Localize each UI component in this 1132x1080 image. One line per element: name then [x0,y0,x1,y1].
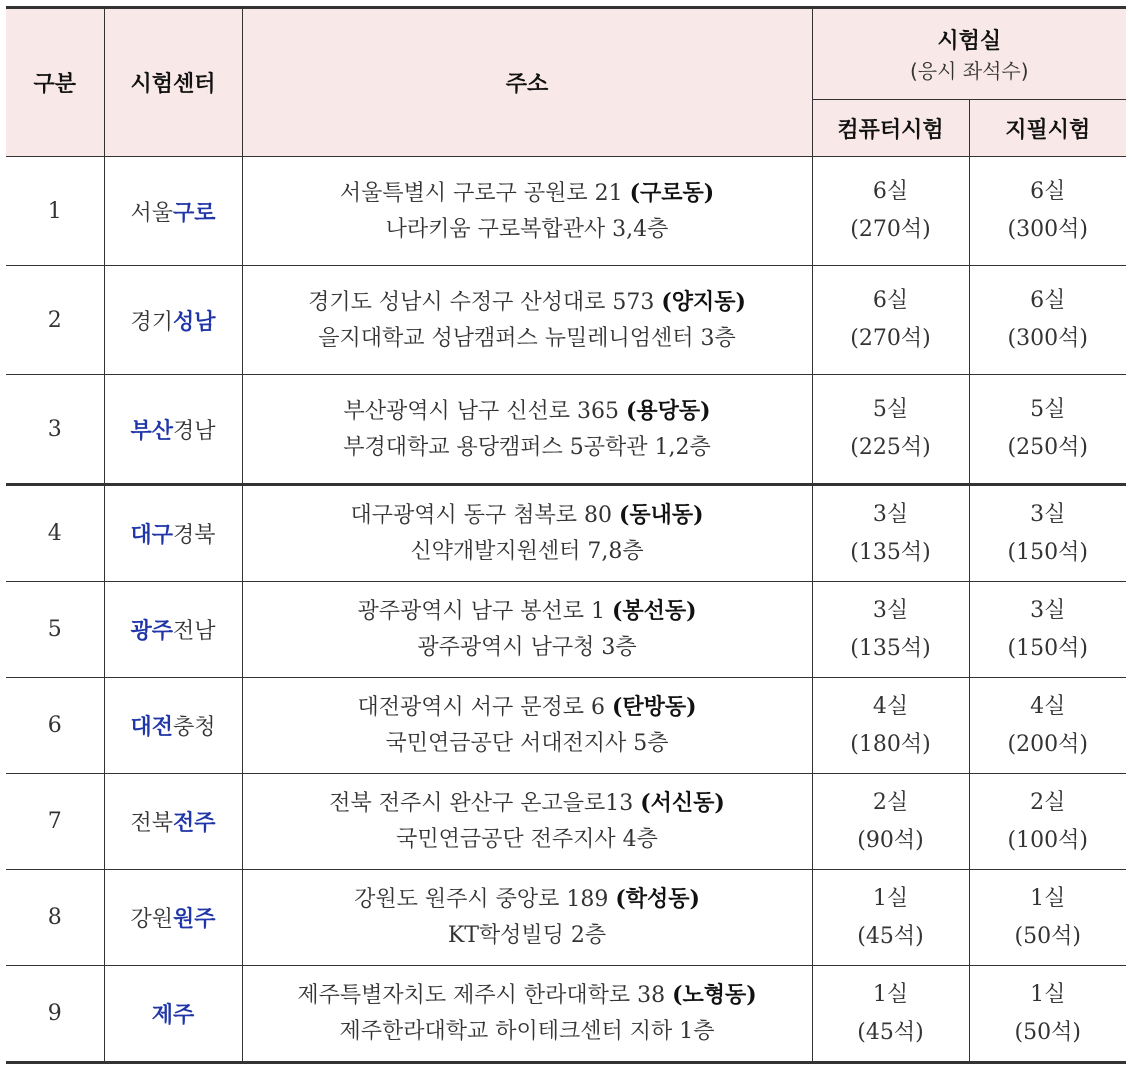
table-row [6,966,1126,1063]
paper-rooms: 3실 [1030,597,1066,623]
computer-test-cell [812,266,969,375]
computer-seats: (270석) [850,217,931,242]
center-name-suffix: 경북 [173,523,216,548]
center-name-prefix: 서울 [130,200,173,226]
computer-seats: (270석) [850,326,931,351]
address-cell [242,582,812,678]
address-cell [242,774,812,870]
address-dong: (동내동) [618,502,704,528]
address-main: 부산광역시 남구 신선로 365 [343,398,626,424]
address-cell [242,678,812,774]
address-cell [242,266,812,375]
table-body [6,157,1126,1063]
test-center-name [104,774,242,870]
address-dong: (구로동) [629,179,715,206]
center-name-highlight: 제주 [151,1003,195,1028]
row-number [6,678,104,774]
table-row [6,266,1126,375]
address-line-2: 제주한라대학교 하이테크센터 지하 1층 [339,1019,715,1044]
paper-test-cell [969,485,1126,582]
center-name-highlight: 부산 [130,418,173,444]
test-center-name [104,966,242,1063]
address-main: 경기도 성남시 수정구 산성대로 573 [308,289,662,315]
address-main: 제주특별자치도 제주시 한라대학로 38 [297,983,673,1008]
address-dong: (용당동) [625,397,711,424]
row-number [6,266,104,375]
paper-rooms: 5실 [1030,397,1066,422]
address-line-1 [243,881,812,918]
address-line-1 [243,785,812,822]
paper-rooms: 2실 [1030,789,1066,815]
center-name-highlight: 원주 [173,907,216,932]
center-name-prefix: 전북 [130,811,173,836]
paper-seats: (150석) [1007,635,1088,661]
test-center-name [104,157,242,266]
row-number-text: 8 [47,905,62,930]
header-address: 주소 [242,8,812,157]
address-main: 서울특별시 구로구 공원로 21 [339,180,630,206]
row-number [6,485,104,582]
address-dong: (노형동) [672,982,757,1008]
center-name-suffix: 경남 [173,418,216,444]
computer-seats: (90석) [857,827,924,853]
address-main: 강원도 원주시 중앙로 189 [354,887,616,912]
table-row [6,870,1126,966]
address-cell [242,485,812,582]
header-computer-test: 컴퓨터시험 [812,100,969,157]
address-dong: (서신동) [640,790,725,816]
paper-seats: (250석) [1007,435,1088,460]
paper-rooms: 4실 [1030,693,1066,719]
computer-test-cell [812,774,969,870]
center-name-prefix: 경기 [130,309,173,335]
computer-rooms: 6실 [872,288,909,313]
computer-rooms: 4실 [872,693,909,719]
row-number [6,774,104,870]
paper-seats: (50석) [1014,1019,1081,1045]
paper-test-cell [969,966,1126,1063]
header-room-subtitle: (응시 좌석수) [909,59,1029,83]
paper-seats: (100석) [1007,827,1088,853]
header-room [812,8,1126,100]
paper-rooms: 1실 [1030,981,1066,1007]
paper-test-cell [969,678,1126,774]
row-number [6,582,104,678]
computer-test-cell [812,485,969,582]
test-center-table-wrapper [6,6,1126,1064]
paper-seats: (200석) [1007,731,1088,757]
computer-seats: (225석) [850,435,931,460]
computer-seats: (180석) [850,731,931,757]
paper-rooms: 6실 [1030,288,1066,313]
table-row [6,485,1126,582]
row-number-text: 2 [47,307,62,333]
address-line-1 [243,393,812,430]
address-line-1 [243,497,812,534]
address-cell [242,375,812,485]
address-line-2: 신약개발지원센터 7,8층 [410,539,644,564]
test-center-name [104,485,242,582]
test-center-name [104,582,242,678]
paper-rooms: 3실 [1030,501,1066,527]
center-name-highlight: 성남 [173,309,216,335]
address-line-2: KT학성빌딩 2층 [447,923,607,948]
header-center: 시험센터 [104,8,242,157]
paper-seats: (300석) [1007,217,1088,242]
header-no: 구분 [6,8,104,157]
computer-rooms: 1실 [872,885,909,911]
computer-seats: (45석) [857,1019,924,1045]
row-number-text: 4 [47,521,62,546]
address-line-1 [243,977,812,1014]
center-name-highlight: 구로 [173,200,216,226]
paper-test-cell [969,582,1126,678]
center-name-suffix: 충청 [173,715,216,740]
row-number-text: 3 [47,416,62,442]
row-number-text: 9 [47,1001,62,1026]
address-line-2: 국민연금공단 서대전지사 5층 [385,731,669,756]
address-line-1 [243,593,812,630]
table-row [6,582,1126,678]
center-name-prefix: 강원 [130,907,173,932]
computer-test-cell [812,966,969,1063]
address-line-2: 부경대학교 용당캠퍼스 5공학관 1,2층 [343,434,711,460]
row-number [6,375,104,485]
table-row [6,375,1126,485]
row-number-text: 5 [47,617,62,642]
center-name-highlight: 대구 [130,523,173,548]
table-row [6,157,1126,266]
address-main: 광주광역시 남구 봉선로 1 [357,599,612,624]
test-center-name [104,678,242,774]
computer-test-cell [812,157,969,266]
computer-test-cell [812,375,969,485]
address-main: 전북 전주시 완산구 온고을로13 [329,791,641,816]
computer-rooms: 2실 [872,789,909,815]
paper-seats: (50석) [1014,923,1081,949]
computer-rooms: 6실 [872,179,909,204]
address-cell [242,157,812,266]
row-number-text: 6 [47,713,62,738]
paper-test-cell [969,774,1126,870]
row-number-text: 1 [47,198,62,224]
paper-seats: (150석) [1007,539,1088,565]
address-line-1 [243,175,812,212]
test-center-table [6,6,1126,1064]
computer-test-cell [812,678,969,774]
paper-test-cell [969,157,1126,266]
address-main: 대전광역시 서구 문정로 6 [357,695,612,720]
computer-seats: (135석) [850,635,931,661]
computer-seats: (45석) [857,923,924,949]
address-dong: (학성동) [615,886,700,912]
address-cell [242,966,812,1063]
row-number-text: 7 [47,809,62,834]
computer-test-cell [812,582,969,678]
row-number [6,157,104,266]
paper-seats: (300석) [1007,326,1088,351]
header-room-title: 시험실 [937,29,1002,54]
computer-seats: (135석) [850,539,931,565]
computer-test-cell [812,870,969,966]
row-number [6,870,104,966]
test-center-name [104,375,242,485]
address-line-2: 국민연금공단 전주지사 4층 [396,827,658,852]
address-cell [242,870,812,966]
computer-rooms: 1실 [872,981,909,1007]
header-paper-test: 지필시험 [969,100,1126,157]
address-line-2: 나라키움 구로복합관사 3,4층 [385,216,669,242]
center-name-highlight: 대전 [130,715,173,740]
computer-rooms: 5실 [872,397,909,422]
address-main: 대구광역시 동구 첨복로 80 [350,503,619,528]
center-name-highlight: 광주 [130,619,173,644]
computer-rooms: 3실 [872,597,909,623]
test-center-name [104,870,242,966]
address-line-1 [243,689,812,726]
table-row [6,678,1126,774]
table-row [6,774,1126,870]
address-line-2: 을지대학교 성남캠퍼스 뉴밀레니엄센터 3층 [318,325,736,351]
paper-rooms: 1실 [1030,885,1066,911]
paper-rooms: 6실 [1030,179,1066,204]
paper-test-cell [969,375,1126,485]
address-line-2: 광주광역시 남구청 3층 [417,635,637,660]
test-center-name [104,266,242,375]
row-number [6,966,104,1063]
paper-test-cell [969,266,1126,375]
center-name-highlight: 전주 [173,811,216,836]
address-dong: (양지동) [661,288,746,315]
computer-rooms: 3실 [872,501,909,527]
address-line-1 [243,284,812,321]
address-dong: (탄방동) [611,694,697,720]
paper-test-cell [969,870,1126,966]
center-name-suffix: 전남 [173,619,216,644]
address-dong: (봉선동) [611,598,697,624]
